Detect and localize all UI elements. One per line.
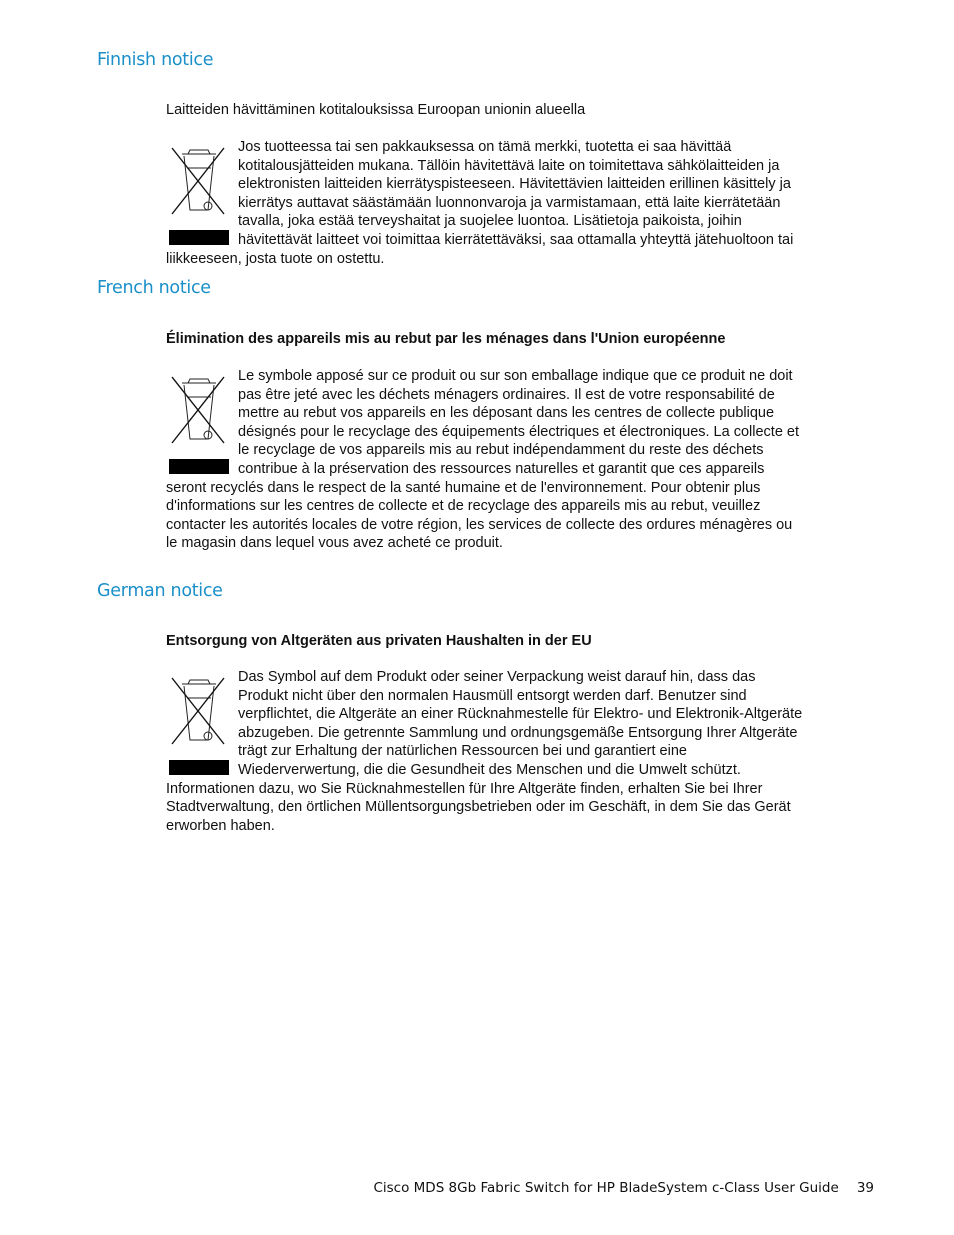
weee-crossed-bin-icon — [166, 142, 232, 246]
section-heading-french: French notice — [97, 278, 211, 298]
weee-crossed-bin-icon — [166, 672, 232, 776]
section-intro-german: Entsorgung von Altgeräten aus privaten Haushalten in der EU — [166, 633, 592, 649]
section-body-text: Jos tuotteessa tai sen pakkauksessa on tämä merkki, tuotetta ei saa hävittää kotitalousjätteiden mukana. Tällöin hävitettävä laite on toimitettava sähkölaitteiden ja elektronisten laitteiden kierrätyspisteeseen. Hävitettävien laitteiden erillinen käsittely ja kierrätys auttavat säästämään luonnonvaroja ja varmistamaan, että laite kierrätetään tavalla, joka estää terveyshaitat ja suojelee luontoa. Lisätietoja paikoista, joihin hävitettävät laitteet voi toimittaa kierrätettäväksi, saa ottamalla yhteyttä jätehuoltoon tai liikkeeseen, josta tuote on ostettu. — [166, 139, 794, 267]
section-body-text: Le symbole apposé sur ce produit ou sur son emballage indique que ce produit ne doit pas être jeté avec les déchets ménagers ordinaires. Il est de votre responsabilité de mettre au rebut vos appareils en les déposant dans les centres de collecte publique désignés pour le recyclage des équipements électriques et électroniques. La collecte et le recyclage de vos appareils mis au rebut indépendamment du reste des déchets contribue à la préservation des ressources naturelles et garantit que ces appareils seront recyclés dans le respect de la santé humaine et de l'environnement. Pour obtenir plus d'informations sur les centres de collecte et de recyclage des appareils mis au rebut, veuillez contacter les autorités locales de votre région, les services de collecte des ordures ménagères ou le magasin dans lequel vous avez acheté ce produit. — [166, 368, 800, 552]
page-number: 39 — [856, 1180, 874, 1196]
section-body-text: Das Symbol auf dem Produkt oder seiner Verpackung weist darauf hin, dass das Produkt nicht über den normalen Hausmüll entsorgt werden darf. Benutzer sind verpflichtet, die Altgeräte an einer Rücknahmestelle für Elektro- und Elektronik-Altgeräte abzugeben. Die getrennte Sammlung und ordnungsgemäße Entsorgung Ihrer Altgeräte trägt zur Erhaltung der natürlichen Ressourcen bei und garantiert eine Wiederverwertung, die die Gesundheit des Menschen und die Umwelt schützt. Informationen dazu, wo Sie Rücknahmestellen für Ihre Altgeräte finden, erhalten Sie bei Ihrer Stadtverwaltung, den örtlichen Müllentsorgungsbetrieben oder im Geschäft, in dem Sie das Gerät erworben haben. — [166, 669, 803, 834]
section-body-french — [166, 367, 806, 553]
section-intro-french: Élimination des appareils mis au rebut par les ménages dans l'Union européenne — [166, 331, 726, 347]
footer-title: Cisco MDS 8Gb Fabric Switch for HP BladeSystem c-Class User Guide — [373, 1180, 839, 1196]
section-heading-finnish: Finnish notice — [97, 50, 214, 70]
section-body-finnish — [166, 138, 806, 268]
section-intro-finnish: Laitteiden hävittäminen kotitalouksissa Euroopan unionin alueella — [166, 102, 586, 118]
weee-crossed-bin-icon — [166, 371, 232, 475]
section-body-german — [166, 668, 806, 835]
page-footer — [373, 1180, 874, 1196]
section-heading-german: German notice — [97, 581, 223, 601]
